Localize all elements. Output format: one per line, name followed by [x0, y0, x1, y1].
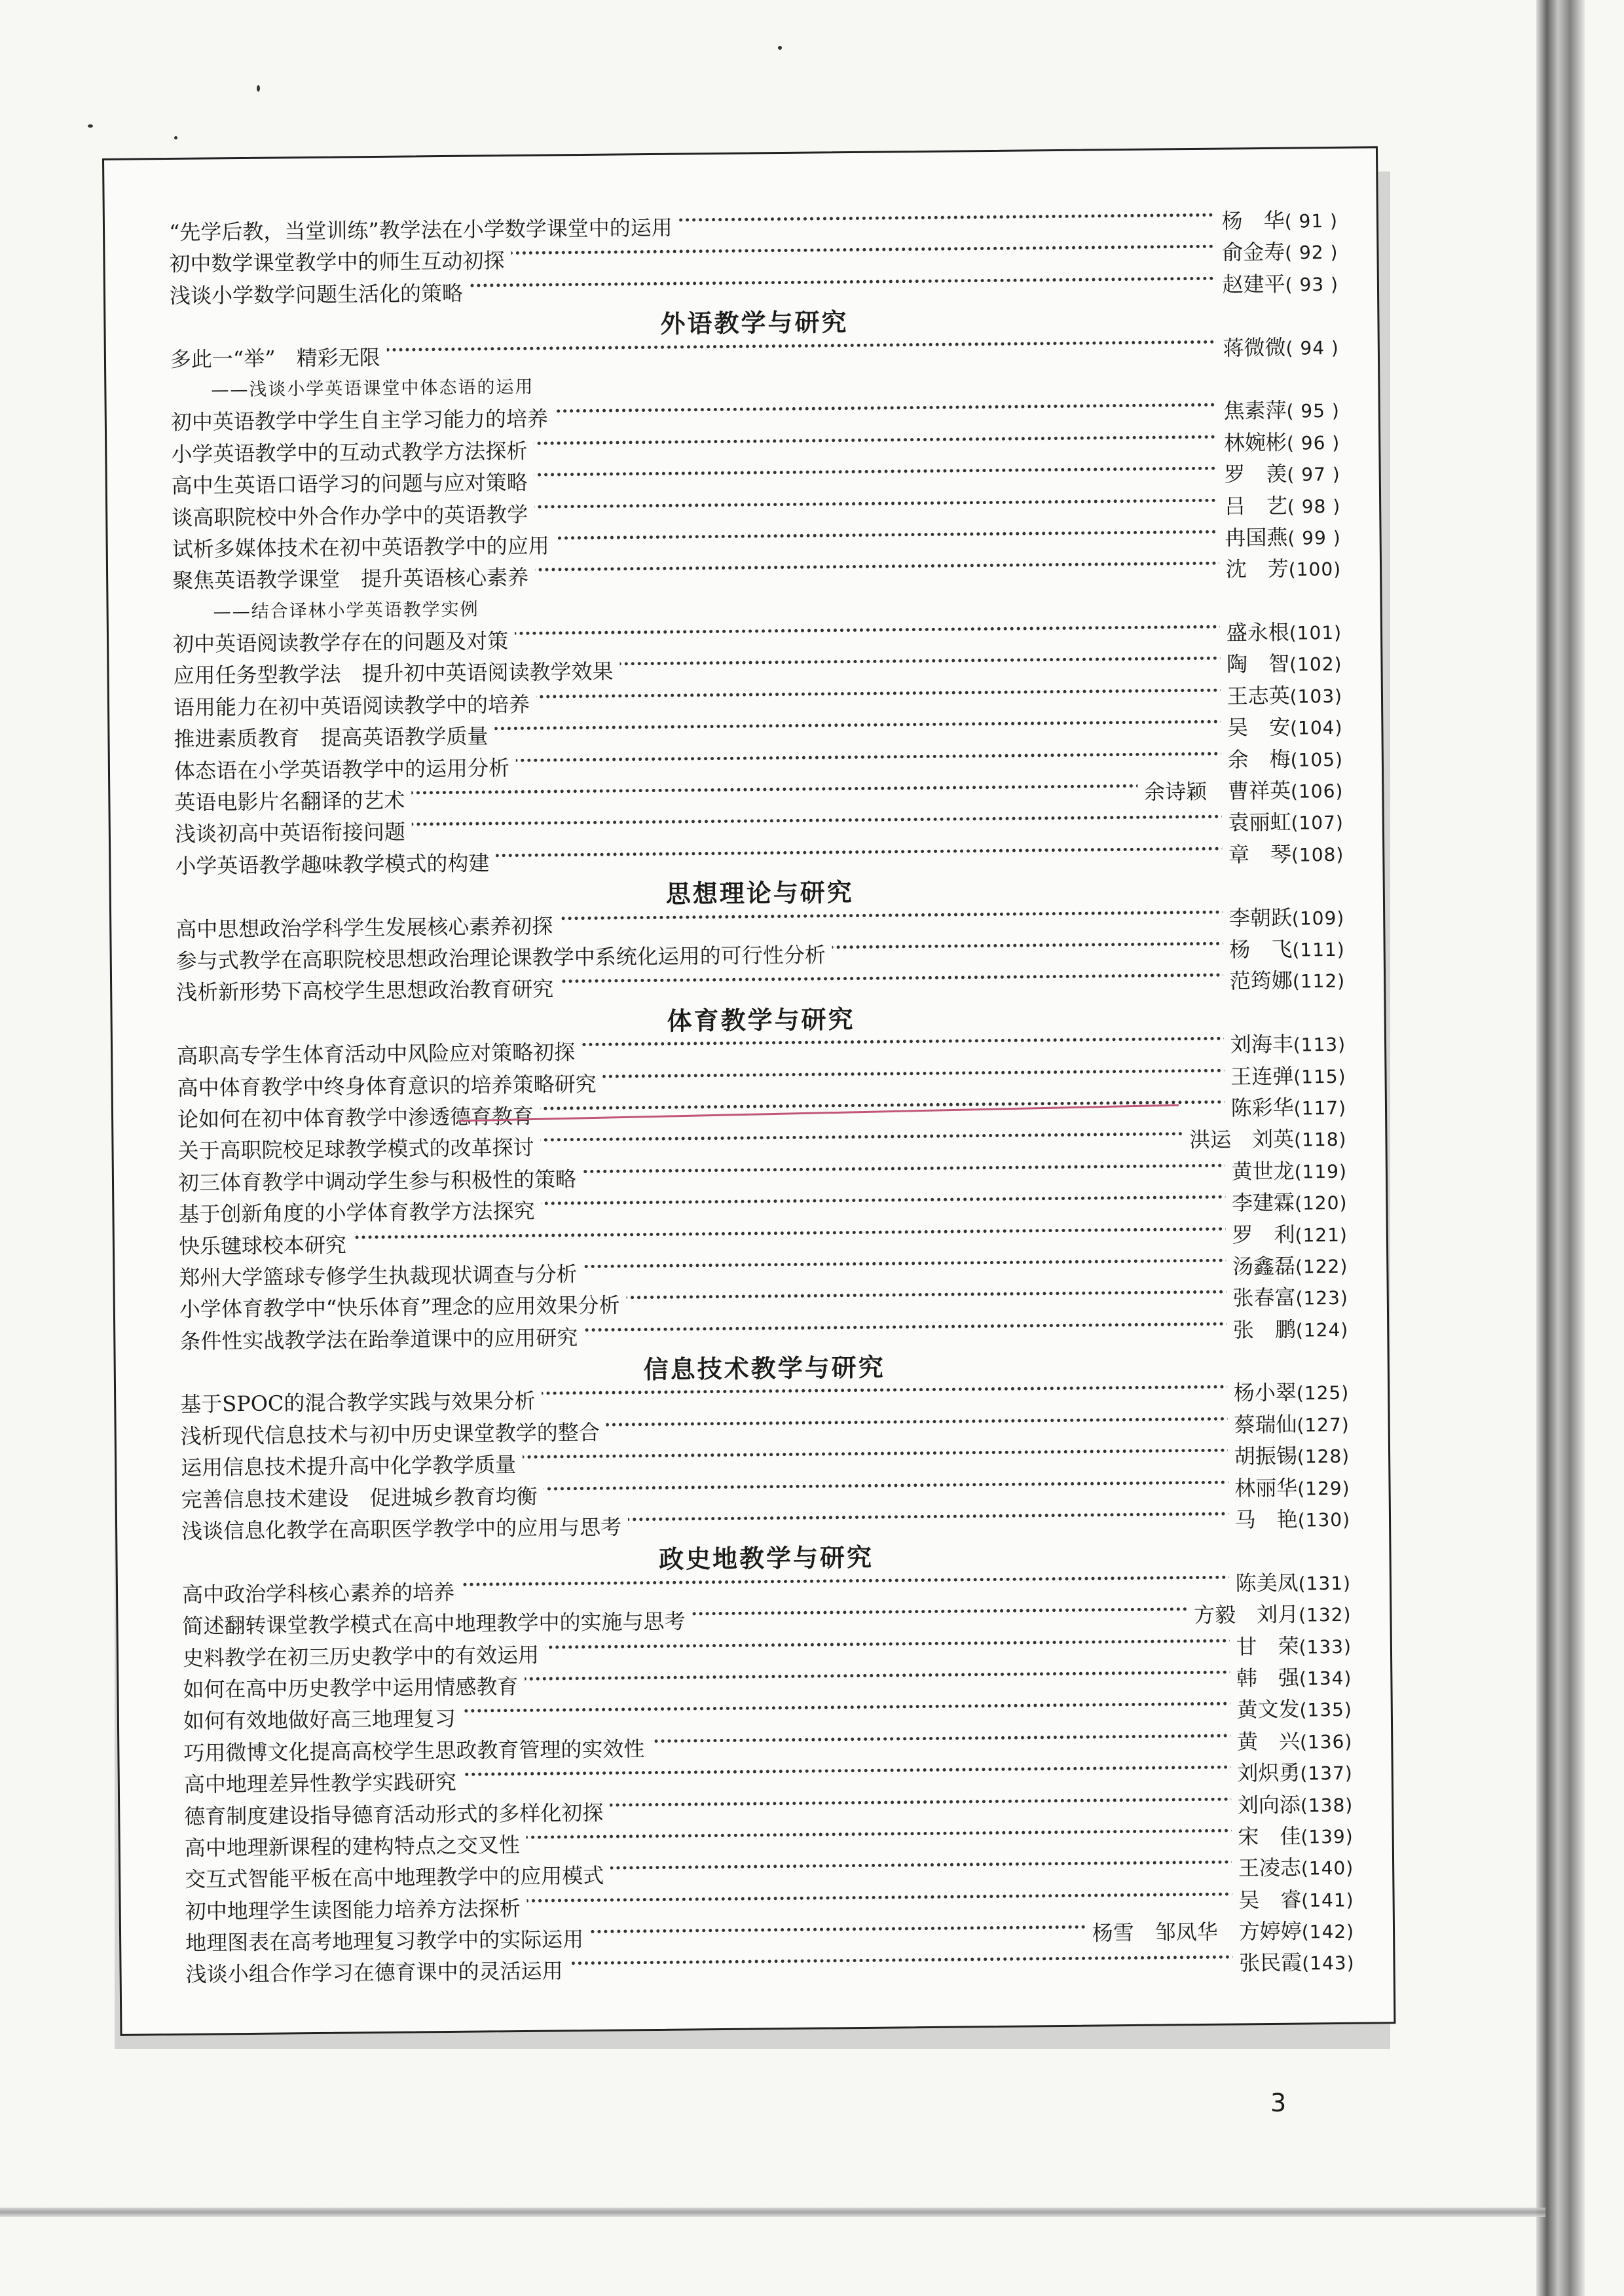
- entry-page: (102): [1289, 653, 1342, 676]
- section-title: 体育教学与研究: [667, 1004, 855, 1036]
- entry-title: 论如何在初中体育教学中渗透德育教育: [177, 1100, 540, 1133]
- entry-author: 王志英: [1227, 683, 1290, 709]
- entry-page: (100): [1288, 558, 1342, 581]
- entry-page: (103): [1289, 685, 1343, 708]
- entry-title: 浅析现代信息技术与初中历史课堂教学的整合: [181, 1416, 606, 1450]
- entry-title: 史料教学在初三历史教学中的有效运用: [183, 1638, 545, 1671]
- entry-byline: [1226, 1249, 1348, 1281]
- entry-page: (119): [1294, 1160, 1348, 1183]
- entry-page: (124): [1295, 1319, 1349, 1341]
- entry-title: 初中英语教学中学生自主学习能力的培养: [171, 403, 555, 437]
- entry-page: (111): [1292, 938, 1345, 961]
- scan-edge-bottom: [0, 2208, 1545, 2217]
- section-title: 信息技术教学与研究: [643, 1353, 885, 1385]
- entry-title: 高中生英语口语学习的问题与应对策略: [172, 466, 534, 500]
- entry-byline: [1230, 1692, 1352, 1724]
- entry-title: 试析多媒体技术在初中英语教学中的应用: [172, 529, 555, 563]
- entry-byline: [1221, 710, 1343, 742]
- entry-page: ( 96 ): [1286, 431, 1340, 454]
- entry-author: 蔡瑞仙: [1234, 1412, 1297, 1438]
- entry-title: 郑州大学篮球专修学生执裁现状调查与分析: [179, 1258, 583, 1292]
- entry-title: 关于高职院校足球教学模式的改革探讨: [177, 1131, 540, 1165]
- entry-title: 小学体育教学中“快乐体育”理念的应用效果分析: [179, 1289, 627, 1324]
- entry-page: (101): [1289, 621, 1342, 644]
- entry-page: (115): [1293, 1065, 1346, 1088]
- entry-author: 杨 华: [1221, 208, 1285, 234]
- entry-byline: [1227, 1408, 1350, 1439]
- entry-author: 杨小翠: [1233, 1380, 1297, 1406]
- entry-page: ( 91 ): [1284, 210, 1338, 232]
- entry-author: 蒋微微: [1223, 335, 1286, 361]
- scan-speck: [174, 136, 177, 139]
- entry-page: (108): [1291, 843, 1344, 866]
- entry-author: 陶 智: [1227, 651, 1290, 678]
- entry-byline: [1215, 235, 1338, 266]
- entry-byline: [1221, 742, 1343, 773]
- entry-title: 高中思想政治学科学生发展核心素养初探: [175, 909, 559, 943]
- entry-byline: [1232, 1851, 1354, 1882]
- entry-author: 黄世龙: [1231, 1158, 1295, 1184]
- entry-byline: [1223, 932, 1345, 964]
- entry-title: 基于SPOC的混合教学实践与效果分析: [180, 1385, 542, 1418]
- entry-byline: [1216, 330, 1339, 361]
- entry-title: 推进素质教育 提高英语教学质量: [174, 720, 494, 754]
- entry-author: 李朝跃: [1228, 905, 1293, 931]
- entry-author: 马 艳: [1234, 1506, 1298, 1533]
- entry-author: 黄文发: [1236, 1696, 1300, 1722]
- entry-title: 初中英语阅读教学存在的问题及对策: [173, 625, 515, 658]
- entry-title: 高中地理新课程的建构特点之交叉性: [185, 1829, 526, 1862]
- entry-page: (136): [1299, 1730, 1353, 1753]
- entry-author: 林丽华: [1234, 1475, 1298, 1501]
- entry-title: 如何有效地做好高三地理复习: [183, 1702, 462, 1735]
- entry-title: 初中数学课堂教学中的师生互动初探: [169, 244, 511, 278]
- scan-speck: [257, 85, 260, 92]
- entry-byline: [1215, 267, 1338, 299]
- entry-page: (109): [1291, 907, 1345, 930]
- entry-byline: [1220, 679, 1342, 710]
- entry-title: 基于创新角度的小学体育教学方法探究: [178, 1195, 541, 1228]
- entry-author: 刘炽勇: [1237, 1760, 1301, 1786]
- entry-title: 浅谈初高中英语衔接问题: [175, 816, 412, 848]
- entry-byline: [1217, 457, 1340, 488]
- entry-page: (128): [1297, 1446, 1350, 1468]
- entry-page: (113): [1293, 1033, 1346, 1056]
- entry-byline: [1231, 1819, 1354, 1851]
- entry-page: ( 99 ): [1287, 526, 1341, 549]
- scan-speck: [88, 124, 93, 128]
- entry-byline: [1226, 1281, 1348, 1312]
- entry-title: 交互式智能平板在高中地理教学中的应用模式: [185, 1859, 610, 1893]
- entry-page: (120): [1294, 1192, 1348, 1214]
- section-title: 政史地教学与研究: [658, 1543, 874, 1575]
- entry-byline: [1230, 1756, 1353, 1787]
- entry-page: ( 92 ): [1285, 242, 1338, 264]
- entry-title: 高职高专学生体育活动中风险应对策略初探: [177, 1036, 581, 1070]
- entry-byline: [1229, 1629, 1352, 1660]
- entry-title: “先学后教，当堂训练”教学法在小学数学课堂中的运用: [169, 211, 679, 246]
- entry-author: 赵建平: [1222, 271, 1285, 297]
- scan-speck: [778, 46, 782, 50]
- entry-page: (139): [1301, 1825, 1354, 1848]
- entry-author: 陈彩华: [1230, 1095, 1294, 1121]
- entry-title: 简述翻转课堂教学模式在高中地理教学中的实施与思考: [182, 1605, 692, 1640]
- entry-title: 多此一“举” 精彩无限: [170, 340, 387, 373]
- entry-byline: [1225, 1217, 1348, 1248]
- entry-byline: [1224, 1027, 1346, 1059]
- entry-page: (106): [1290, 780, 1344, 803]
- entry-title: 德育制度建设指导德育活动形式的多样化初探: [184, 1796, 610, 1830]
- entry-author: 袁丽虹: [1228, 810, 1291, 835]
- entry-page: (138): [1300, 1794, 1354, 1817]
- entry-title: 小学英语教学中的互动式教学方法探析: [171, 434, 534, 467]
- entry-page: ( 94 ): [1285, 337, 1340, 359]
- entry-title: 应用任务型教学法 提升初中英语阅读教学效果: [173, 655, 619, 690]
- entry-title: 条件性实战教学法在跆拳道课中的应用研究: [179, 1321, 584, 1355]
- entry-author: 吕 艺: [1224, 493, 1288, 519]
- entry-byline: [1187, 1597, 1352, 1629]
- entry-page: (117): [1293, 1097, 1347, 1120]
- entry-author: 甘 荣: [1236, 1633, 1299, 1660]
- section-title: 思想理论与研究: [665, 878, 855, 909]
- entry-byline: [1228, 1470, 1350, 1502]
- entry-byline: [1223, 900, 1345, 932]
- entry-author: 盛永根: [1226, 619, 1289, 646]
- entry-byline: [1219, 552, 1342, 583]
- entry-byline: [1137, 774, 1344, 806]
- entry-byline: [1225, 1186, 1348, 1217]
- entry-byline: [1219, 615, 1342, 647]
- entry-author: 张民霞: [1239, 1950, 1302, 1976]
- entry-page: (107): [1291, 812, 1344, 835]
- entry-title: 运用信息技术提升高中化学教学质量: [181, 1448, 523, 1482]
- entry-author: 王凌志: [1238, 1855, 1302, 1881]
- entry-byline: [1228, 1439, 1350, 1470]
- entry-page: (132): [1298, 1603, 1352, 1626]
- entry-author: 吴 睿: [1238, 1887, 1302, 1913]
- entry-title: 快乐毽球校本研究: [179, 1228, 353, 1260]
- entry-byline: [1225, 1154, 1347, 1186]
- entry-author: 俞金寿: [1221, 240, 1285, 265]
- entry-byline: [1218, 488, 1341, 520]
- subtitle-text: ——浅谈小学英语课堂中体态语的运用: [211, 376, 534, 401]
- entry-byline: [1215, 204, 1338, 235]
- entry-byline: [1222, 837, 1344, 869]
- entry-page: (123): [1295, 1287, 1348, 1309]
- entry-title: 完善信息技术建设 促进城乡教育均衡: [181, 1480, 544, 1513]
- entry-author: 汤鑫磊: [1232, 1253, 1296, 1279]
- entry-byline: [1230, 1724, 1353, 1756]
- entry-author: 余 梅: [1227, 746, 1291, 773]
- entry-author: 方毅 刘月: [1193, 1601, 1299, 1628]
- entry-page: (142): [1301, 1920, 1355, 1943]
- entry-byline: [1227, 1376, 1350, 1407]
- entry-title: 高中体育教学中终身体育意识的培养策略研究: [177, 1067, 602, 1101]
- entry-author: 宋 佳: [1238, 1823, 1301, 1850]
- entry-page: (131): [1298, 1572, 1352, 1595]
- entry-byline: [1221, 805, 1344, 837]
- entry-title: 浅谈小组合作学习在德育课中的灵活运用: [185, 1955, 569, 1989]
- entry-page: ( 93 ): [1285, 273, 1339, 296]
- entry-author: 张 鹏: [1232, 1317, 1297, 1343]
- entry-page: (130): [1297, 1508, 1351, 1531]
- entry-author: 王连弹: [1230, 1063, 1294, 1089]
- entry-byline: [1217, 426, 1340, 457]
- entry-author: 章 琴: [1228, 841, 1292, 867]
- entry-author: 罗 羡: [1224, 461, 1287, 487]
- contents-list: [169, 201, 1355, 1986]
- entry-byline: [1228, 1566, 1351, 1597]
- entry-author: 冉国燕: [1225, 524, 1288, 551]
- entry-author: 杨雪 邹凤华 方婷婷: [1092, 1918, 1302, 1946]
- entry-author: 李建霖: [1231, 1190, 1295, 1216]
- entry-author: 林婉彬: [1223, 429, 1287, 456]
- scan-edge-right: [1536, 0, 1585, 2296]
- entry-title: 体态语在小学英语教学中的运用分析: [174, 752, 516, 785]
- entry-title: 地理图表在高考地理复习教学中的实际运用: [185, 1923, 590, 1957]
- table-of-contents: [102, 146, 1395, 2036]
- page-number: 3: [1270, 2088, 1287, 2117]
- entry-author: 焦素萍: [1223, 398, 1287, 424]
- entry-page: (143): [1302, 1952, 1355, 1975]
- entry-page: (125): [1296, 1382, 1350, 1405]
- entry-title: 语用能力在初中英语阅读教学中的培养: [174, 688, 536, 721]
- entry-page: (133): [1299, 1635, 1352, 1658]
- entry-byline: [1217, 393, 1340, 425]
- entry-page: (104): [1289, 717, 1343, 739]
- entry-title: 浅谈小学数学问题生活化的策略: [170, 276, 470, 309]
- entry-author: 范筠娜: [1229, 968, 1293, 994]
- entry-title: 高中地理差异性教学实践研究: [184, 1766, 463, 1798]
- entry-author: 杨 飞: [1229, 936, 1293, 962]
- entry-title: 谈高职院校中外合作办学中的英语教学: [172, 498, 534, 531]
- entry-byline: [1227, 1312, 1349, 1343]
- section-title: 外语教学与研究: [660, 308, 849, 338]
- entry-page: (137): [1300, 1762, 1353, 1785]
- entry-byline: [1232, 1946, 1355, 1977]
- entry-author: 余诗颖 曹祥英: [1143, 778, 1291, 805]
- entry-page: (140): [1301, 1857, 1354, 1880]
- entry-byline: [1232, 1882, 1354, 1914]
- entry-title: 浅谈信息化教学在高职医学教学中的应用与思考: [181, 1510, 628, 1545]
- entry-author: 韩 强: [1236, 1665, 1300, 1691]
- entry-title: 参与式教学在高职院校思想政治理论课教学中系统化运用的可行性分析: [176, 938, 832, 975]
- entry-page: ( 98 ): [1287, 495, 1341, 518]
- entry-author: 刘海丰: [1230, 1031, 1293, 1057]
- entry-author: 陈美凤: [1235, 1570, 1299, 1596]
- entry-byline: [1218, 520, 1341, 552]
- entry-title: 高中政治学科核心素养的培养: [182, 1576, 461, 1609]
- entry-byline: [1220, 647, 1342, 678]
- entry-author: 张春富: [1232, 1285, 1296, 1311]
- entry-author: 沈 芳: [1225, 556, 1289, 582]
- entry-page: (141): [1301, 1889, 1354, 1912]
- entry-page: (129): [1297, 1477, 1350, 1500]
- entry-byline: [1224, 1059, 1346, 1090]
- entry-byline: [1086, 1914, 1355, 1947]
- entry-byline: [1224, 1091, 1346, 1122]
- entry-page: ( 95 ): [1286, 400, 1340, 423]
- entry-title: 浅析新形势下高校学生思想政治教育研究: [176, 973, 560, 1007]
- entry-byline: [1231, 1787, 1354, 1819]
- entry-page: (121): [1295, 1224, 1348, 1247]
- entry-title: 英语电影片名翻译的艺术: [174, 784, 411, 816]
- entry-page: (112): [1292, 970, 1346, 993]
- entry-title: 聚焦英语教学课堂 提升英语核心素养: [172, 561, 535, 594]
- entry-author: 黄 兴: [1236, 1728, 1301, 1755]
- entry-title: 小学英语教学趣味教学模式的构建: [175, 847, 496, 880]
- entry-byline: [1230, 1661, 1352, 1692]
- subtitle-text: ——结合译林小学英语教学实例: [213, 599, 479, 623]
- entry-author: 胡振锡: [1234, 1443, 1297, 1469]
- entry-page: (127): [1297, 1413, 1350, 1436]
- entry-author: 罗 利: [1232, 1222, 1295, 1248]
- entry-title: 初中地理学生读图能力培养方法探析: [185, 1892, 526, 1925]
- entry-page: (122): [1295, 1255, 1348, 1278]
- entry-byline: [1228, 1503, 1350, 1534]
- entry-byline: [1223, 964, 1346, 995]
- entry-author: 吴 安: [1227, 714, 1291, 740]
- entry-byline: [1183, 1122, 1347, 1154]
- entry-page: (135): [1299, 1699, 1352, 1721]
- entry-title: 巧用微博文化提高高校学生思政教育管理的实效性: [183, 1732, 651, 1767]
- entry-author: 刘向添: [1237, 1792, 1301, 1818]
- entry-author: 洪运 刘英: [1189, 1126, 1295, 1153]
- entry-page: (134): [1299, 1667, 1352, 1690]
- dot-leader: [179, 1226, 1348, 1240]
- entry-page: ( 97 ): [1287, 463, 1340, 486]
- entry-title: 如何在高中历史教学中运用情感教育: [183, 1670, 525, 1704]
- entry-title: 初三体育教学中调动学生参与积极性的策略: [178, 1163, 583, 1197]
- entry-page: (118): [1294, 1129, 1347, 1151]
- entry-page: (105): [1290, 748, 1344, 771]
